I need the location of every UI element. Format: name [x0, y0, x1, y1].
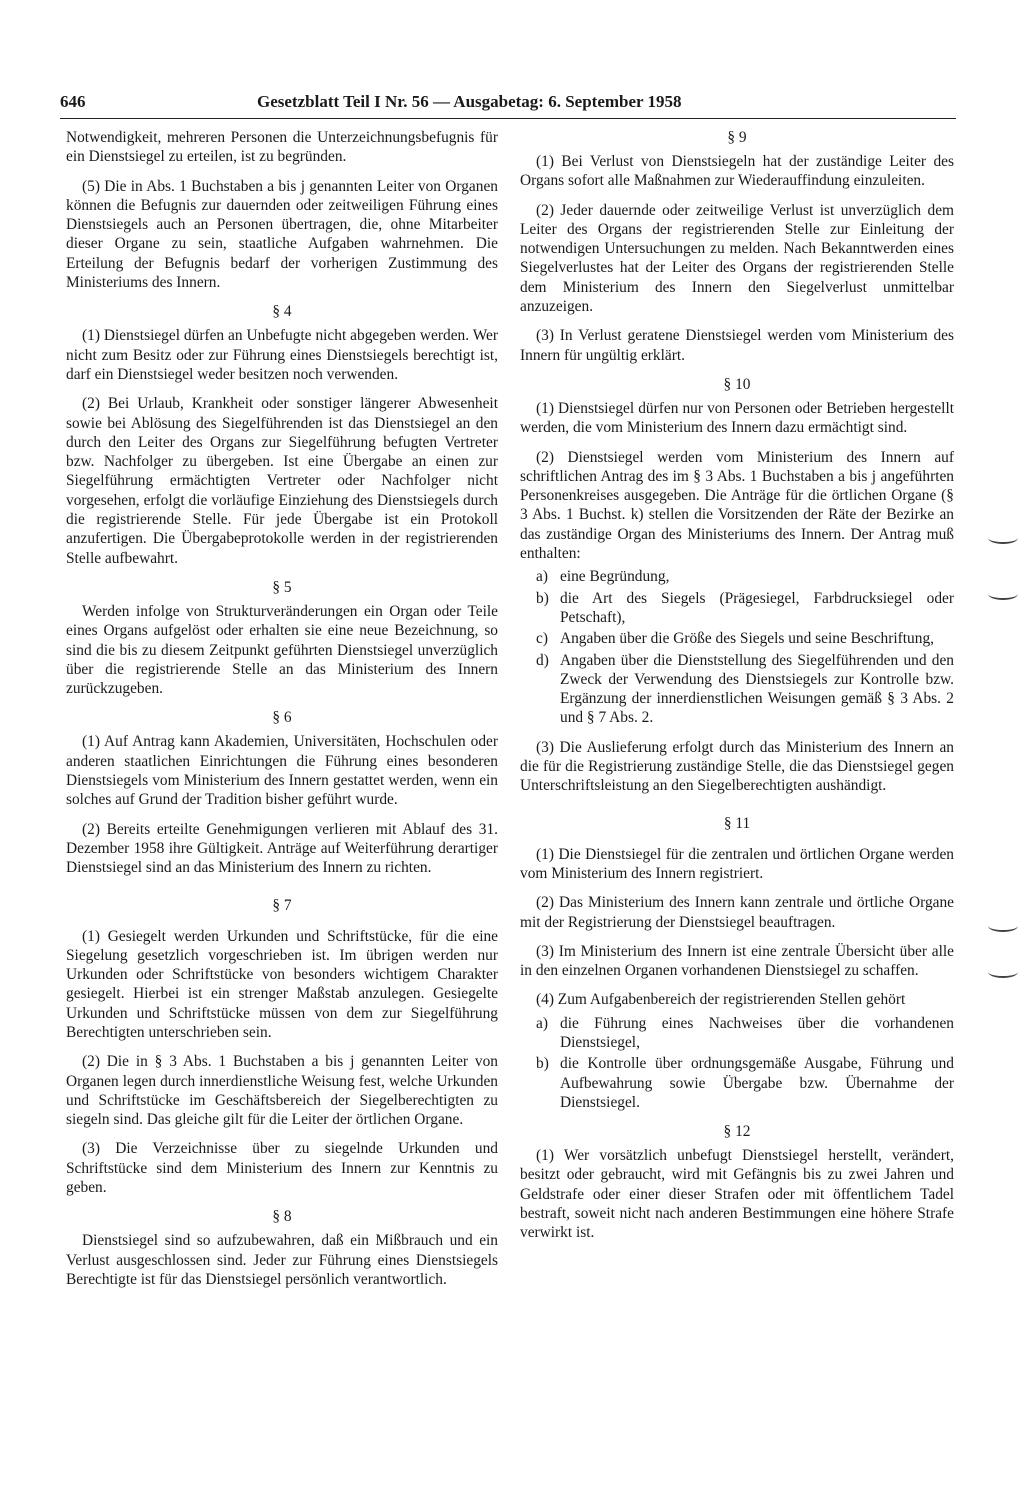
- list-item: [520, 1014, 954, 1053]
- margin-tick-mark: [988, 532, 1018, 544]
- paragraph: (3) Im Ministerium des Innern ist eine zentrale Übersicht über alle in den einzelnen Organen vorhandenen Dienstsiegel zu schaffen.: [520, 942, 954, 980]
- item-key: a): [536, 1014, 548, 1032]
- item-key: d): [536, 651, 549, 669]
- paragraph: (1) Gesiegelt werden Urkunden und Schriftstücke, für die eine Siegelung gesetzlich vorgeschrieben ist. Im übrigen werden nur Urkunden oder Schriftstücke von besonders wichtigem Charakter gesiegelt. Hierbei ist ein strenger Maßstab anzulegen. Gesiegelte Urkunden und Schriftstücke müssen von dem zur Siegelführung Berechtigten unterschrieben sein.: [66, 927, 498, 1041]
- paragraph: Dienstsiegel sind so aufzubewahren, daß ein Mißbrauch und ein Verlust ausgeschlossen sind. Jeder zur Führung eines Dienstsiegels Berechtigte ist für das Dienstsiegel persönlich verantwortlich.: [66, 1232, 498, 1288]
- paragraph: (1) Dienstsiegel dürfen nur von Personen oder Betrieben hergestellt werden, die vom Ministerium des Innern dazu ermächtigt sind.: [520, 399, 954, 437]
- margin-tick-mark: [988, 920, 1018, 932]
- paragraph: (3) Die Verzeichnisse über zu siegelnde Urkunden und Schriftstücke sind dem Ministerium des Innern zur Kenntnis zu geben.: [66, 1140, 498, 1197]
- paragraph: (1) Bei Verlust von Dienstsiegeln hat der zuständige Leiter des Organs sofort alle Maßnahmen zur Wiederauffindung einzuleiten.: [520, 153, 954, 190]
- section-heading: § 7: [272, 896, 292, 914]
- section-heading: § 11: [723, 814, 751, 832]
- section-heading: § 10: [723, 375, 751, 393]
- left-column: [66, 128, 498, 1299]
- paragraph: (2) Jeder dauernde oder zeitweilige Verlust ist unverzüglich dem Leiter des Organs der registrierenden Stelle zur Einleitung der notwendigen Untersuchungen zu melden. Nach Bekanntwerden eines Siegelverlustes hat der Leiter des Organs der registrierenden Stelle dem Ministerium des Innern den Siegelverlust unmittelbar anzuzeigen.: [520, 201, 954, 316]
- item-text: Angaben über die Dienststellung des Siegelführenden und den Zweck der Verwendung des Dienstsiegels zur Kontrolle bzw. Ergänzung der innerdienstlichen Weisungen gemäß § 3 Abs. 2 und § 7 Abs. 2.: [560, 651, 954, 727]
- item-text: Angaben über die Größe des Siegels und seine Beschriftung,: [560, 630, 934, 648]
- paragraph: (2) Dienstsiegel werden vom Ministerium des Innern auf schriftlichen Antrag des im § 3 Abs. 1 Buchstaben a bis j angeführten Personenkreises ausgegeben. Die Anträge für die örtlichen Organe (§ 3 Abs. 1 Buchst. k) stellen die Vorsitzenden der Räte der Bezirke an das zuständige Organ des Ministeriums des Innern. Der Antrag muß enthalten:: [520, 448, 954, 563]
- right-column: [520, 128, 954, 1253]
- section-heading: § 6: [272, 709, 292, 727]
- paragraph: (1) Dienstsiegel dürfen an Unbefugte nicht abgegeben werden. Wer nicht zum Besitz oder zur Führung eines Dienstsiegels berechtigt ist, darf ein Dienstsiegel weder besitzen noch verwenden.: [66, 327, 498, 383]
- item-text: die Führung eines Nachweises über die vorhandenen Dienstsiegel,: [560, 1014, 954, 1051]
- item-key: b): [536, 589, 549, 607]
- section-heading: § 9: [727, 129, 747, 146]
- paragraph: (2) Das Ministerium des Innern kann zentrale und örtliche Organe mit der Registrierung der Dienstsiegel beauftragen.: [520, 894, 954, 931]
- paragraph: (1) Die Dienstsiegel für die zentralen und örtlichen Organe werden vom Ministerium des Innern registriert.: [520, 845, 954, 882]
- margin-tick-mark: [988, 588, 1018, 600]
- paragraph: (4) Zum Aufgabenbereich der registrierenden Stellen gehört: [536, 991, 906, 1009]
- section-heading: § 12: [723, 1123, 751, 1141]
- paragraph: Notwendigkeit, mehreren Personen die Unterzeichnungsbefugnis für ein Dienstsiegel zu erteilen, ist zu begründen.: [66, 129, 498, 166]
- paragraph: (2) Bei Urlaub, Krankheit oder sonstiger längerer Abwesenheit sowie bei Ablösung des Siegelführenden ist das Dienstsiegel an den durch den Leiter des Organs zur Siegelführung befugten Vertreter bzw. Nachfolger zu übergeben. Ist eine Übergabe an einen zur Siegelführung ermächtigten Vertreter oder Nachfolger nicht vorgesehen, erfolgt die vorläufige Einziehung des Dienstsiegels durch die registrierende Stelle. Für jede Übergabe ist ein Protokoll anzufertigen. Die Übergabeprotokolle werden in der registrierenden Stelle aufbewahrt.: [66, 395, 498, 567]
- paragraph: (3) In Verlust geratene Dienstsiegel werden vom Ministerium des Innern für ungültig erklärt.: [520, 327, 954, 364]
- paragraph: (1) Auf Antrag kann Akademien, Universitäten, Hochschulen oder anderen staatlichen Einrichtungen die Führung eines besonderen Dienstsiegels vom Ministerium des Innern gestattet werden, wenn ein solches auf Grund der Tradition bisher geführt wurde.: [66, 733, 498, 809]
- section-heading: § 4: [272, 303, 292, 321]
- paragraph: (2) Bereits erteilte Genehmigungen verlieren mit Ablauf des 31. Dezember 1958 ihre Gültigkeit. Anträge auf Weiterführung derartiger Dienstsiegel sind an das Ministerium des Innern zu richten.: [66, 820, 498, 877]
- paragraph: (2) Die in § 3 Abs. 1 Buchstaben a bis j genannten Leiter von Organen legen durch innerdienstliche Weisung fest, welche Urkunden und Schriftstücke im Geschäftsbereich der Siegelberechtigten zu siegeln sind. Das gleiche gilt für die Leiter der örtlichen Organe.: [66, 1053, 498, 1129]
- item-text: die Kontrolle über ordnungsgemäße Ausgabe, Führung und Aufbewahrung sowie Übergabe bzw. Übernahme der Dienstsiegel.: [560, 1055, 954, 1111]
- section-heading: § 5: [272, 578, 292, 596]
- item-text: die Art des Siegels (Prägesiegel, Farbdrucksiegel oder Petschaft),: [560, 589, 954, 626]
- enumeration-list: [520, 1014, 954, 1112]
- section-heading: § 8: [272, 1208, 292, 1226]
- page-header: [60, 92, 956, 119]
- paragraph: Werden infolge von Strukturveränderungen ein Organ oder Teile eines Organs aufgelöst oder erhalten sie eine neue Bezeichnung, so sind die bis zu diesem Zeitpunkt geführten Dienstsiegel unverzüglich über die registrierende Stelle an das Ministerium des Innern zurückzugeben.: [66, 602, 498, 698]
- item-key: a): [536, 568, 548, 586]
- paragraph: (1) Wer vorsätzlich unbefugt Dienstsiegel herstellt, verändert, besitzt oder gebraucht, wird mit Gefängnis bis zu zwei Jahren und Geldstrafe oder einer dieser Strafen oder mit öffentlichem Tadel bestraft, soweit nicht nach anderen Bestimmungen eine höhere Strafe verwirkt ist.: [520, 1147, 954, 1242]
- paragraph: (3) Die Auslieferung erfolgt durch das Ministerium des Innern an die für die Registrierung zuständige Stelle, die das Dienstsiegel gegen Unterschriftsleistung an den Siegelberechtigten aushändigt.: [520, 738, 954, 795]
- paragraph: (5) Die in Abs. 1 Buchstaben a bis j genannten Leiter von Organen können die Befugnis zur dauernden oder zeitweiligen Führung eines Dienstsiegels auch an Personen übertragen, die, ohne Mitarbeiter dieser Organe zu sein, staatliche Aufgaben wahrnehmen. Die Erteilung der Befugnis bedarf der vorherigen Zustimmung des Ministeriums des Innern.: [66, 177, 498, 292]
- margin-tick-mark: [988, 966, 1018, 978]
- list-item: [520, 629, 954, 648]
- item-text: eine Begründung,: [560, 568, 670, 586]
- list-item: [520, 589, 954, 628]
- header-title: Gesetzblatt Teil I Nr. 56 — Ausgabetag: 6. September 1958: [257, 92, 682, 111]
- list-item: [520, 567, 954, 586]
- item-key: b): [536, 1055, 549, 1073]
- list-item: [520, 1054, 954, 1112]
- item-key: c): [536, 630, 548, 648]
- enumeration-list: [520, 567, 954, 727]
- list-item: [520, 651, 954, 728]
- page-number: 646: [60, 92, 86, 111]
